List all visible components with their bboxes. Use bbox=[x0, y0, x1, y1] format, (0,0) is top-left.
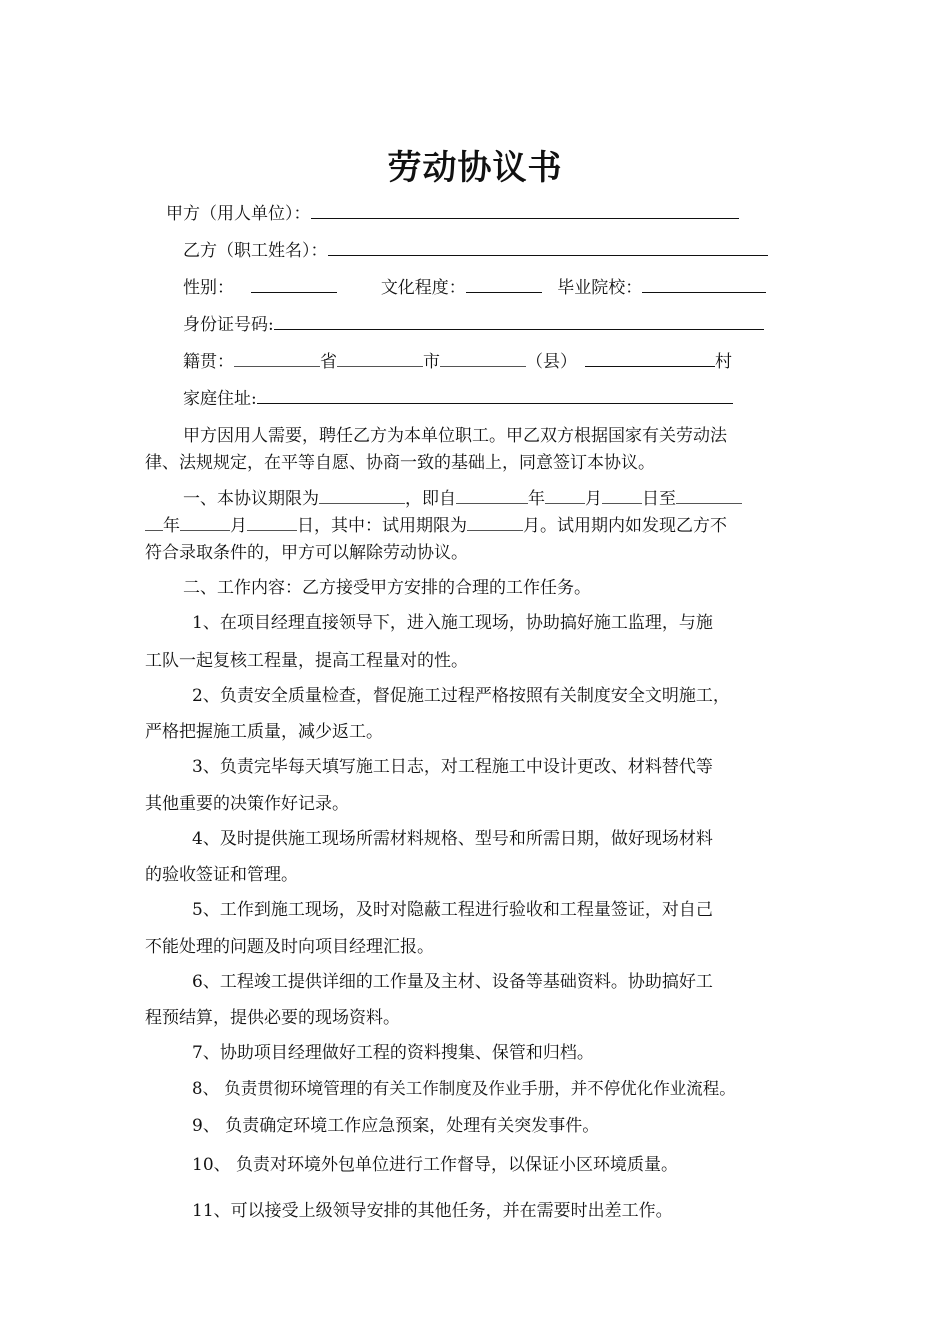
item-7: 7、协助项目经理做好工程的资料搜集、保管和归档。 bbox=[192, 1043, 594, 1063]
id-number-blank[interactable] bbox=[274, 311, 764, 330]
item-8: 8、 负责贯彻环境管理的有关工作制度及作业手册，并不停优化作业流程。 bbox=[192, 1079, 736, 1098]
county-blank[interactable] bbox=[440, 348, 526, 367]
term-line-3: 符合录取条件的，甲方可以解除劳动协议。 bbox=[145, 543, 468, 563]
end-month-blank[interactable] bbox=[180, 512, 230, 531]
party-a-blank[interactable] bbox=[311, 200, 739, 219]
address-field bbox=[183, 385, 733, 411]
item-9: 9、 负责确定环境工作应急预案，处理有关突发事件。 bbox=[192, 1116, 600, 1136]
item-3-line-1: 3、负责完毕每天填写施工日志，对工程施工中设计更改、材料替代等 bbox=[192, 757, 713, 777]
address-blank[interactable] bbox=[257, 385, 733, 404]
term-length-blank[interactable] bbox=[319, 485, 405, 504]
item-5-line-2: 不能处理的问题及时向项目经理汇报。 bbox=[145, 937, 434, 957]
document-title: 劳动协议书 bbox=[387, 148, 563, 188]
item-5-line-1: 5、工作到施工现场，及时对隐蔽工程进行验收和工程量签证，对自己 bbox=[192, 900, 713, 920]
origin-field bbox=[183, 348, 732, 374]
item-11: 11、可以接受上级领导安排的其他任务，并在需要时出差工作。 bbox=[192, 1201, 673, 1221]
address-label: 家庭住址: bbox=[183, 389, 257, 409]
province-blank[interactable] bbox=[234, 348, 320, 367]
gender-label: 性别： bbox=[183, 278, 234, 298]
end-month-label: 月 bbox=[230, 516, 247, 536]
start-day-label: 日至 bbox=[642, 489, 676, 509]
id-number-field bbox=[183, 311, 764, 337]
item-3-line-2: 其他重要的决策作好记录。 bbox=[145, 794, 349, 814]
item-4-line-1: 4、及时提供施工现场所需材料规格、型号和所需日期，做好现场材料 bbox=[192, 829, 713, 849]
county-label: （县） bbox=[526, 352, 577, 372]
party-b-field bbox=[183, 237, 768, 263]
start-month-blank[interactable] bbox=[545, 485, 585, 504]
end-year-blank-part-2[interactable] bbox=[145, 512, 163, 531]
end-day-blank[interactable] bbox=[247, 512, 297, 531]
party-a-field bbox=[166, 200, 739, 226]
work-content-heading: 二、工作内容：乙方接受甲方安排的合理的工作任务。 bbox=[183, 578, 591, 598]
party-b-label: 乙方（职工姓名）： bbox=[183, 241, 328, 261]
school-label: 毕业院校： bbox=[557, 278, 643, 298]
item-2-line-1: 2、负责安全质量检查，督促施工过程严格按照有关制度安全文明施工， bbox=[192, 686, 730, 706]
term-from-label: ，即自 bbox=[405, 489, 456, 509]
personal-info-row bbox=[183, 274, 766, 300]
probation-label: 日，其中：试用期限为 bbox=[297, 516, 467, 536]
term-line-1 bbox=[183, 484, 742, 509]
gender-blank[interactable] bbox=[251, 274, 337, 293]
item-10: 10、 负责对环境外包单位进行工作督导，以保证小区环境质量。 bbox=[192, 1155, 679, 1175]
intro-line-2: 律、法规规定，在平等自愿、协商一致的基础上，同意签订本协议。 bbox=[145, 453, 655, 473]
education-label: 文化程度： bbox=[380, 278, 466, 298]
city-blank[interactable] bbox=[337, 348, 423, 367]
province-label: 省 bbox=[320, 352, 337, 372]
start-month-label: 月 bbox=[585, 489, 602, 509]
item-1-line-2: 工队一起复核工程量，提高工程量对的性。 bbox=[145, 651, 468, 671]
item-2-line-2: 严格把握施工质量，减少返工。 bbox=[145, 722, 383, 742]
probation-blank[interactable] bbox=[467, 512, 523, 531]
origin-label: 籍贯： bbox=[183, 352, 234, 372]
start-year-label: 年 bbox=[528, 489, 545, 509]
education-blank[interactable] bbox=[466, 274, 542, 293]
item-4-line-2: 的验收签证和管理。 bbox=[145, 865, 298, 885]
school-blank[interactable] bbox=[642, 274, 766, 293]
end-year-label: 年 bbox=[163, 516, 180, 536]
end-year-blank-part-1[interactable] bbox=[676, 485, 742, 504]
item-6-line-2: 程预结算，提供必要的现场资料。 bbox=[145, 1008, 400, 1028]
intro-line-1: 甲方因用人需要，聘任乙方为本单位职工。甲乙双方根据国家有关劳动法 bbox=[183, 426, 727, 446]
village-blank[interactable] bbox=[585, 348, 715, 367]
start-year-blank[interactable] bbox=[456, 485, 528, 504]
probation-month-label: 月。试用期内如发现乙方不 bbox=[523, 516, 727, 536]
start-day-blank[interactable] bbox=[602, 485, 642, 504]
city-label: 市 bbox=[423, 352, 440, 372]
id-number-label: 身份证号码: bbox=[183, 315, 274, 335]
party-a-label: 甲方（用人单位）： bbox=[166, 204, 311, 224]
item-1-line-1: 1、在项目经理直接领导下，进入施工现场，协助搞好施工监理，与施 bbox=[192, 613, 713, 633]
item-6-line-1: 6、工程竣工提供详细的工作量及主材、设备等基础资料。协助搞好工 bbox=[192, 972, 713, 992]
term-label: 一、本协议期限为 bbox=[183, 489, 319, 509]
term-line-2 bbox=[145, 511, 727, 536]
village-label: 村 bbox=[715, 352, 732, 372]
party-b-blank[interactable] bbox=[328, 237, 768, 256]
